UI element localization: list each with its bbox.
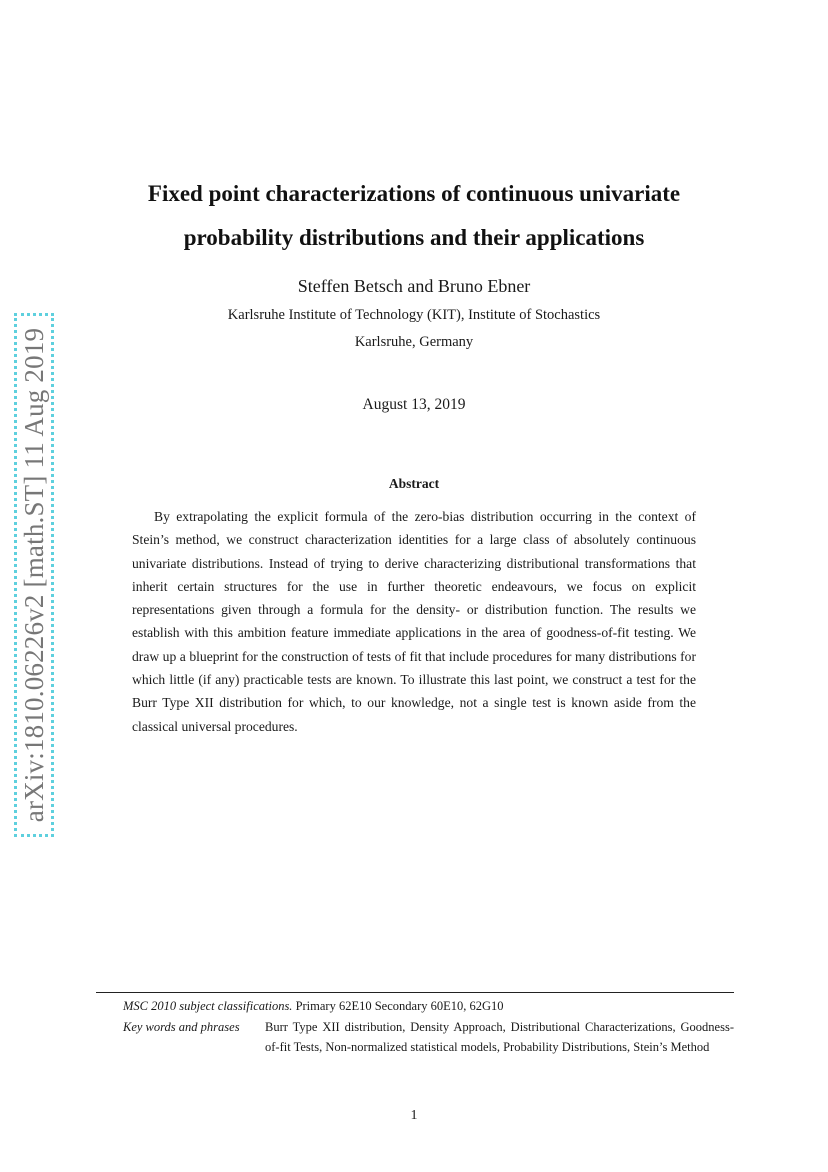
footnote <box>96 996 734 1058</box>
arxiv-identifier: arXiv:1810.06226v2 [math.ST] 11 Aug 2019 <box>19 327 49 823</box>
paper-title-line-2: probability distributions and their applications <box>183 225 645 250</box>
arxiv-stamp <box>14 313 54 837</box>
keywords <box>96 1017 734 1058</box>
affiliation-institution: Karlsruhe Institute of Technology (KIT), Institute of Stochastics <box>227 307 601 323</box>
paper-title-line-1: Fixed point characterizations of continuous univariate <box>147 181 681 206</box>
publication-date: August 13, 2019 <box>362 396 466 413</box>
footnote-rule <box>96 992 734 993</box>
paper-title <box>60 172 768 260</box>
keywords-list: Burr Type XII distribution, Density Approach, Distributional Characterizations, Goodness-of-fit Tests, Non-normalized statistical models, Probability Distributions, Stein’s Method <box>265 1019 734 1054</box>
msc-codes: Primary 62E10 Secondary 60E10, 62G10 <box>295 999 504 1013</box>
msc-label: MSC 2010 subject classifications. <box>123 999 293 1013</box>
msc-classification <box>96 996 734 1017</box>
abstract-body: By extrapolating the explicit formula of the zero-bias distribution occurring in the context of Stein’s method, we construct characterization identities for a large class of absolutely continuous univariate distributions. Instead of trying to derive characterizing distributional transformations that inherit certain structures for the use in further theoretic endeavours, we focus on explicit representations given through a formula for the density- or distribution function. The results we establish with this ambition feature immediate applications in the area of goodness-of-fit testing. We draw up a blueprint for the construction of tests of fit that include procedures for many distributions for which little (if any) practicable tests are known. To illustrate this last point, we construct a test for the Burr Type XII distribution for which, to our knowledge, not a single test is known aside from the classical universal procedures. <box>132 509 696 734</box>
page-number: 1 <box>410 1108 418 1123</box>
affiliation <box>60 302 768 356</box>
abstract-heading: Abstract <box>388 476 440 491</box>
affiliation-location: Karlsruhe, Germany <box>354 334 474 350</box>
authors: Steffen Betsch and Bruno Ebner <box>297 276 531 296</box>
keywords-label: Key words and phrases <box>123 1019 240 1034</box>
